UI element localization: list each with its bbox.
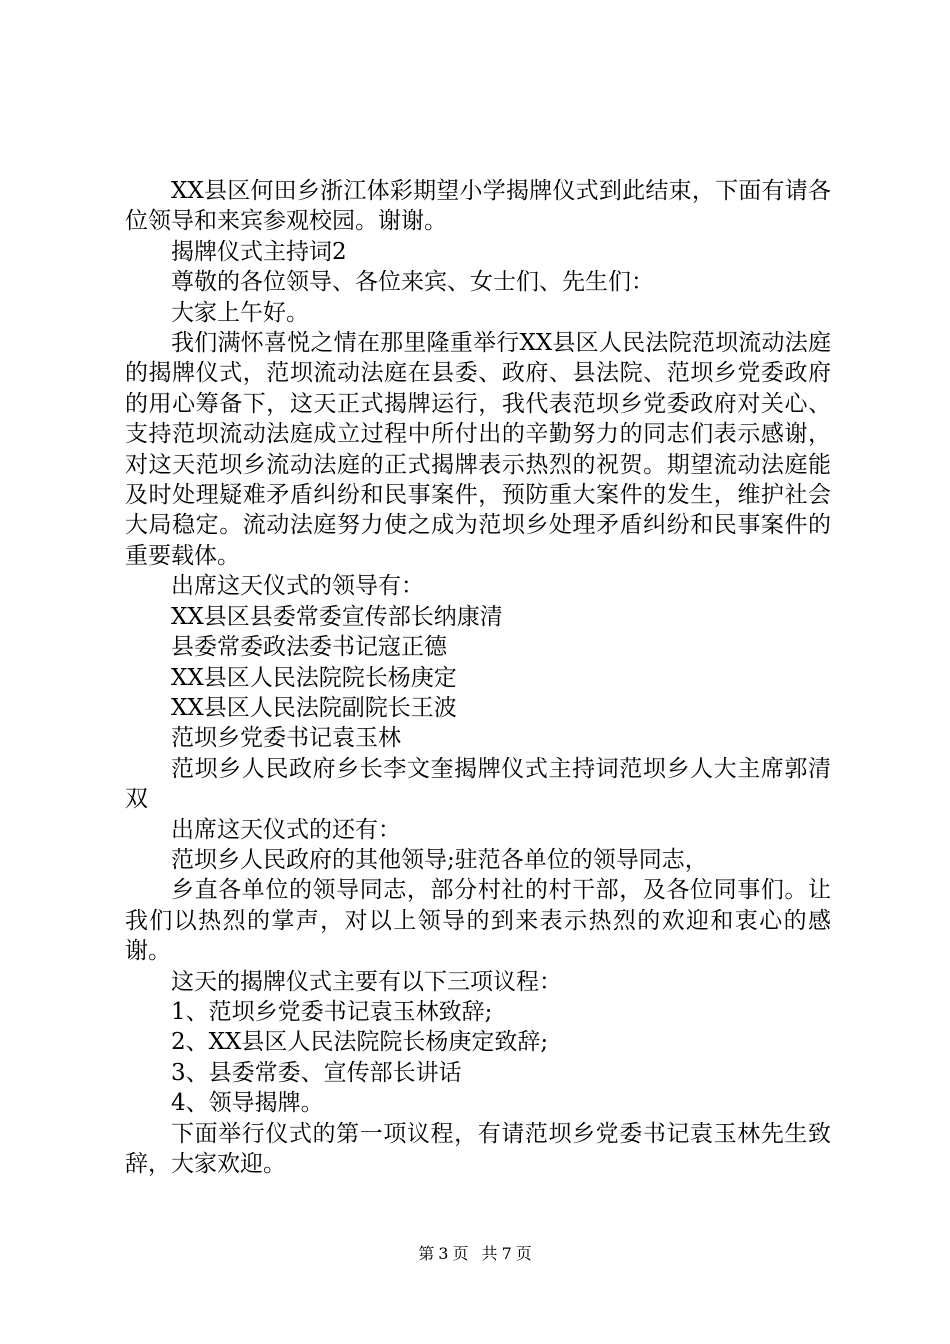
page-total-label xyxy=(480,1244,534,1263)
paragraph: 下面举行仪式的第一项议程，有请范坝乡党委书记袁玉林先生致辞，大家欢迎。 xyxy=(125,1120,831,1177)
page-label-prefix: 第 xyxy=(418,1244,435,1263)
page-footer xyxy=(0,1244,950,1264)
paragraph: 揭牌仪式主持词2 xyxy=(171,238,347,265)
paragraph: 2、XX县区人民法院院长杨庚定致辞; xyxy=(171,1029,549,1056)
paragraph: 范坝乡人民政府乡长李文奎揭牌仪式主持词范坝乡人大主席郭清双 xyxy=(125,755,831,813)
paragraph: 出席这天仪式的还有： xyxy=(171,816,401,843)
paragraph: 范坝乡人民政府的其他领导;驻范各单位的领导同志， xyxy=(171,846,708,873)
paragraph: 大家上午好。 xyxy=(171,299,309,326)
total-pages-number: 7 xyxy=(501,1244,512,1263)
paragraph: 范坝乡党委书记袁玉林 xyxy=(171,725,401,752)
total-label-suffix: 页 xyxy=(515,1244,532,1263)
paragraph: 4、领导揭牌。 xyxy=(171,1090,324,1117)
paragraph: 乡直各单位的领导同志，部分村社的村干部，及各位同事们。让我们以热烈的掌声，对以上领导的到来表示热烈的欢迎和衷心的感谢。 xyxy=(125,877,831,965)
page-label-mid: 页 xyxy=(452,1244,469,1263)
total-label-prefix: 共 xyxy=(481,1244,498,1263)
paragraph: XX县区人民法院副院长王波 xyxy=(171,694,457,721)
paragraph: 1、范坝乡党委书记袁玉林致辞; xyxy=(171,998,493,1025)
paragraph: 这天的揭牌仪式主要有以下三项议程： xyxy=(171,968,562,995)
paragraph: 3、县委常委、宣传部长讲话 xyxy=(171,1059,462,1086)
paragraph: XX县区何田乡浙江体彩期望小学揭牌仪式到此结束，下面有请各位领导和来宾参观校园。谢谢。 xyxy=(125,178,831,235)
paragraph: XX县区县委常委宣传部长纳康清 xyxy=(171,603,503,630)
paragraph: 我们满怀喜悦之情在那里隆重举行XX县区人民法院范坝流动法庭的揭牌仪式，范坝流动法庭在县委、政府、县法院、范坝乡党委政府的用心筹备下，这天正式揭牌运行，我代表范坝乡党委政府对关心、支持范坝流动法庭成立过程中所付出的辛勤努力的同志们表示感谢，对这天范坝乡流动法庭的正式揭牌表示热烈的祝贺。期望流动法庭能及时处理疑难矛盾纠纷和民事案件，预防重大案件的发生，维护社会大局稳定。流动法庭努力使之成为范坝乡处理矛盾纠纷和民事案件的重要载体。 xyxy=(125,330,831,569)
paragraph: 出席这天仪式的领导有： xyxy=(171,573,424,600)
paragraph: 县委常委政法委书记寇正德 xyxy=(171,634,447,661)
document-body xyxy=(125,176,831,1179)
paragraph: XX县区人民法院院长杨庚定 xyxy=(171,664,457,691)
current-page-number: 3 xyxy=(438,1244,449,1263)
paragraph: 尊敬的各位领导、各位来宾、女士们、先生们： xyxy=(171,269,654,296)
page-number-label xyxy=(416,1244,470,1263)
